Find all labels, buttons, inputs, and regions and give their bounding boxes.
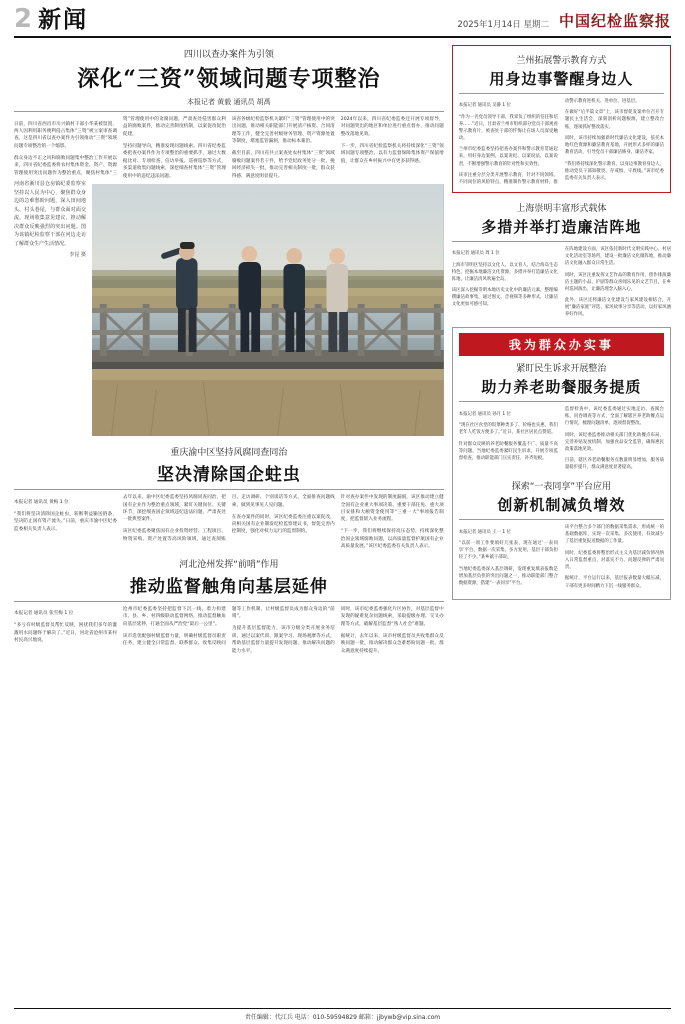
article-bottom	[14, 557, 444, 655]
mid-kicker: 重庆渝中区坚持风腐同查同治	[170, 448, 288, 459]
divider	[459, 93, 664, 94]
second-kicker: 上海崇明丰富形式载体	[516, 204, 607, 215]
paragraph: 日前，四川省西昌市川兴镇村干部小华某被留置，两人因利用职务便利侵占集体“三资”被立案审查调查。这是四川省以查办案件为引领推动“三资”领域问题专项整治的一个缩影。	[14, 121, 117, 149]
paragraph: 同时，该纪委监委推动相关部门优化助餐点布局，完善补贴发放机制，加强食品安全监管，确保惠民政策落地见效。	[564, 432, 664, 452]
paragraph: 兰州市纪委监委坚持把查办案件和警示教育贯通起来，用好身边案例，以案说纪、以案说法、以案说责，不断增强警示教育的针对性和实效性。	[458, 147, 558, 167]
paragraph: “我们将持续深化警示教育，以身边事教育身边人，推动党员干部知敬畏、存戒惧、守底线。”该市纪委监委有关负责人表示。	[564, 161, 664, 181]
third-headline: 助力养老助餐服务提质	[481, 378, 642, 397]
paragraph: 去年以来，渝中区纪委监委坚持风腐同查同治，把国有企业作为整治重点领域，紧盯关键岗位、关键环节，深挖细查国企领域违纪违法问题，严肃查处一批典型案件。	[122, 495, 226, 523]
mid-headline: 坚决清除国企蛀虫	[156, 465, 301, 486]
paragraph: 监督检查中，该纪委监委通过实地走访、查阅台账、问卷调查等方式，全面了解辖区养老助餐点运行情况，梳理问题清单，逐项督促整改。	[564, 407, 664, 427]
mid-body	[14, 494, 444, 551]
third-body	[459, 406, 664, 471]
divider	[14, 601, 444, 602]
paragraph: 当地纪委监委深入基层调研，发现重复填表报数是增加基层负担的突出问题之一，推动职能部门整合数据资源，搭建“一表同享”平台。	[458, 566, 558, 586]
masthead	[14, 6, 671, 38]
bottom-body	[14, 606, 444, 655]
article-mid	[14, 445, 444, 551]
paragraph: 2024年以来，四川省纪委监委还开展专项督导，对问题突出的地区和单位进行重点督办，推动问题整改落地见效。	[340, 117, 444, 137]
paragraph: 该省各级纪检监察机关紧盯“三资”管理使用中的突出问题，推动相关职能部门开展清产核资、合同清理等工作，健全完善村级财务管理、资产资源处置等制度，堵塞监管漏洞，推动标本兼治。	[231, 117, 335, 145]
paragraph: 该平台整合多个部门的数据采集需求，形成统一的基础数据库，实现一次采集、多次使用，有效减少了基层重复报送数据的工作量。	[564, 525, 664, 545]
bottom-headline: 推动监督触角向基层延伸	[129, 576, 328, 597]
section-title: 新闻	[38, 7, 89, 33]
paragraph: 为提升基层监督能力，该市分级分类开展业务培训，通过以案代训、跟案学习、现场观摩等方式，帮助基层监督力量提升发现问题、推动解决问题的能力水平。	[231, 626, 335, 654]
bottom-kicker: 河北沧州发挥“前哨”作用	[179, 559, 279, 570]
lead-byline: 本报记者 黄毅 通讯员 胡禹	[187, 98, 271, 106]
paragraph: 同时，该市持续加强新时代廉洁文化建设，依托本地红色资源和廉洁教育基地，开展形式多样的廉洁教育活动，引导党员干部廉洁修身、廉洁齐家。	[564, 135, 664, 156]
paragraph: 该市选优配强村级监督力量，明确村级监督员职责任务，建立健全日常监督、联系群众、收集反映问题等工作机制，让村级监督员成为群众身边的“前哨”。	[122, 606, 335, 647]
page-columns	[14, 45, 671, 997]
photo-caption-area	[14, 180, 86, 439]
fourth-body	[459, 524, 664, 592]
paragraph: 下一步，四川省纪检监察机关将持续深化“三资”领域问题专项整治，以有力监督保障集体资产保值增值，让群众在乡村振兴中有更多获得感。	[340, 143, 444, 164]
article-second	[452, 201, 671, 318]
paragraph: 在查办案件的同时，该区纪委监委注重以案促改，向相关国有企业制发纪检监察建议书，督促完善内控制度，强化对权力运行的监督制约。	[231, 514, 335, 535]
article-third	[459, 361, 664, 471]
section-banner: 我为群众办实事	[459, 333, 664, 356]
paragraph: 目前，辖区养老助餐服务点数量明显增加，服务质量稳步提升，群众满意度显著提高。	[564, 458, 664, 471]
paragraph: 此外，该区还将廉洁文化建设与家风建设相结合，开展“廉洁家庭”评选、家风故事分享等活动，以好家风涵养好作风。	[564, 298, 671, 318]
divider	[459, 519, 664, 520]
paragraph: 据统计，平台运行以来，基层报表数量大幅压减，干部有更多时间精力下沉一线服务群众。	[564, 576, 664, 589]
paragraph: “我们将坚决清除国企蛀虫，斩断利益输送链条，坚决防止国有资产流失。”日前，重庆市渝中区纪委监委相关负责人表示。	[14, 511, 117, 532]
article-boxed	[452, 45, 671, 193]
lead-kicker: 四川以查办案件为引领	[183, 50, 274, 60]
fourth-headline: 创新机制减负增效	[497, 496, 626, 515]
paragraph: 针对查办案件中发现的制度漏洞，该区推动建立健全国有企业重大事项决策、重要干部任免、重大项目安排和大额资金使用等“三重一大”事项报告制度，把监督嵌入业务流程。	[340, 495, 444, 523]
page-number: 2	[14, 4, 33, 34]
second-headline: 多措并举打造廉洁阵地	[481, 218, 642, 237]
paragraph: 本报记者 通讯员 黄梅 1 位	[14, 499, 69, 505]
third-kicker: 紧盯民生诉求开展整治	[516, 364, 607, 375]
lead-body	[14, 116, 444, 180]
newspaper-logo: 中国纪检监察报	[558, 12, 671, 30]
paragraph: 该区纪委监委聚焦国有企业投资经营、工程项目、物资采购、资产处置等高风险领域，通过查阅账目、走访调研、个别谈话等方式，全面排查问题线索，做到见事见人见问题。	[122, 495, 335, 542]
paragraph: “现在社区食堂的饭菜种类多了，价格也实惠，我们老年人吃饭方便多了。”近日，某社区居民点赞道。	[458, 423, 558, 436]
paragraph: 群众身边不正之风和腐败问题集中整治工作开展以来，四川省纪委监委将农村集体资金、资产、资源管理使用突出问题作为整治重点，聚焦村集体“三资”管理使用中的贪腐问题，严肃查处侵害群众利益的腐败案件，推动完善制度机制，以案促改促治促建。	[14, 117, 226, 176]
paragraph: 本报记者 通讯员 张雪梅 1 位	[14, 611, 74, 617]
paragraph: 本报记者 通讯员 吴静 1 位	[458, 103, 511, 109]
paragraph: “作为一名党员领导干部，我辜负了组织的信任和培养……”近日，甘肃省兰州市组织部分党员干部观看警示教育片，被查处干部的忏悔让在场人员深受触动。	[458, 114, 558, 141]
divider	[14, 489, 444, 490]
divider	[459, 401, 664, 402]
photo-caption: 河南省淅川县仓房镇纪委监察室坚持以人民为中心，聚焦群众身边的急难愁盼问题，深入田间地头、村头巷尾，与群众面对面交流，现场收集意见建议，推动解决群众反映强烈的突出问题。图为该镇纪检监察干部在河边走访了解群众生产生活情况。	[14, 181, 86, 247]
boxed-body	[459, 98, 664, 186]
paragraph: 上海市崇明区坚持以文化人、以文育人，结合海岛生态特色，挖掘本地廉洁文化资源，多措并举打造廉洁文化阵地，让廉洁清风吹遍全岛。	[451, 262, 558, 282]
photo-block	[14, 180, 444, 439]
boxed-kicker: 兰州拓展警示教育方式	[516, 56, 607, 66]
paragraph: 截至目前，四川省共立案查处农村集体“三资”领域腐败问题案件若干件，给予党纪政务处分一批，挽回经济损失一批，推动完善相关制度一批，群众获得感、满意度明显提升。	[231, 151, 335, 179]
paragraph: 同时，纪委监委将整治形式主义为基层减负情况纳入日常监督重点，对落实不力、问题反弹的严肃问责。	[564, 550, 664, 571]
paragraph: 坚持问题导向，精准发现问题线索。四川省纪委监委把查办案件作为专项整治的重要抓手，通过大数据比对、专项检查、信访举报、巡视巡察等方式，多渠道收集问题线索，深挖细查村集体“三资”管理使用中的违纪违法问题。	[122, 143, 226, 179]
paragraph: 同时，该区注重发挥文艺作品的教育作用，创作排演廉洁主题的小品、沪剧等群众喜闻乐见的文艺节目，在乡村巡回演出，让廉洁理念入脑入心。	[564, 272, 671, 292]
photo-illustration	[92, 184, 444, 436]
paragraph: 本报记者 通讯员 周 1 位	[451, 251, 500, 257]
paragraph: 本报记者 通讯员 孙月 1 位	[458, 411, 511, 417]
paragraph: “多亏有村级监督员帮忙反映，困扰我们多年的灌溉用水问题终于解决了。”近日，河北省沧州市某村村民高兴地说。	[14, 623, 117, 644]
paragraph: 该市注重分层分类开展警示教育，针对不同领域、不同岗位的风险特点，精准制作警示教育材料，推动警示教育进机关、进单位、进基层。	[458, 99, 640, 185]
publication-date: 2025年1月14日 星期二	[457, 20, 549, 30]
boxed-headline: 用身边事警醒身边人	[489, 70, 634, 88]
divider	[452, 241, 671, 242]
paragraph: “下一步，我们将继续保持高压态势，持续深化整治国企领域腐败问题，以高质量监督护航国有企业高质量发展。”该区纪委监委有关负责人表示。	[340, 529, 444, 550]
page-footer: 责任编辑：代江兵 电话：010-59594829 邮箱：jjbywb@vip.sina.com	[14, 1008, 671, 1021]
paragraph: 沧州市纪委监委坚持把监督下沉一线，着力构建市、县、乡、村四级联动监督网络，推动监督触角向基层延伸，打通全面从严治党“最后一公里”。	[122, 606, 226, 627]
fourth-kicker: 探索“一表同享”平台应用	[511, 482, 612, 493]
news-photo	[92, 184, 444, 436]
right-column	[452, 45, 671, 997]
lead-headline: 深化“三资”领域问题专项整治	[77, 66, 381, 92]
paragraph: 在阵地建设方面，该区依托新时代文明实践中心、村居文化活动室等场所，建设一批廉洁文化微阵地，推动廉洁文化融入群众日常生活。	[564, 247, 671, 267]
paragraph: 在做好“后半篇文章”上，该市督促发案单位召开专题民主生活会，深刻剖析问题根源，建立整改台账，逐项抓好整改落实。	[564, 110, 664, 130]
paragraph: 针对群众反映的养老助餐服务覆盖不广、质量不高等问题，当地纪委监委紧盯民生诉求，开展专项监督检查，推动职能部门压实责任，补齐短板。	[458, 441, 558, 461]
divider	[14, 111, 444, 112]
second-body	[452, 246, 671, 318]
article-lead	[14, 47, 444, 180]
paragraph: 该区深入挖掘崇明本地历史文化中的廉洁元素，整理编撰廉洁故事集，通过图文、音视频等多种形式，让廉洁文化更加可感可知。	[451, 288, 558, 308]
paragraph: “以前一项工作要填好几张表，现在通过‘一表同享’平台，数据一次采集、多方复用，基层干部负担轻了不少。”某乡镇干部说。	[458, 541, 558, 561]
paragraph: 本报记者 通讯员 王一 1 位	[458, 529, 511, 535]
photo-credit: 李昆 摄	[69, 252, 86, 259]
paragraph: 据统计，去年以来，该市村级监督员共收集群众反映问题一批，推动解决群众急难愁盼问题一批，群众满意度持续提升。	[340, 633, 444, 654]
left-column	[14, 45, 444, 997]
paragraph: 同时，该市纪委监委强化片区协作，对基层监督中发现的疑难复杂问题线索，采取提级办理、交叉办理等方式，破解基层监督“熟人社会”难题。	[340, 606, 444, 627]
article-fourth	[459, 479, 664, 592]
special-section	[452, 327, 671, 599]
